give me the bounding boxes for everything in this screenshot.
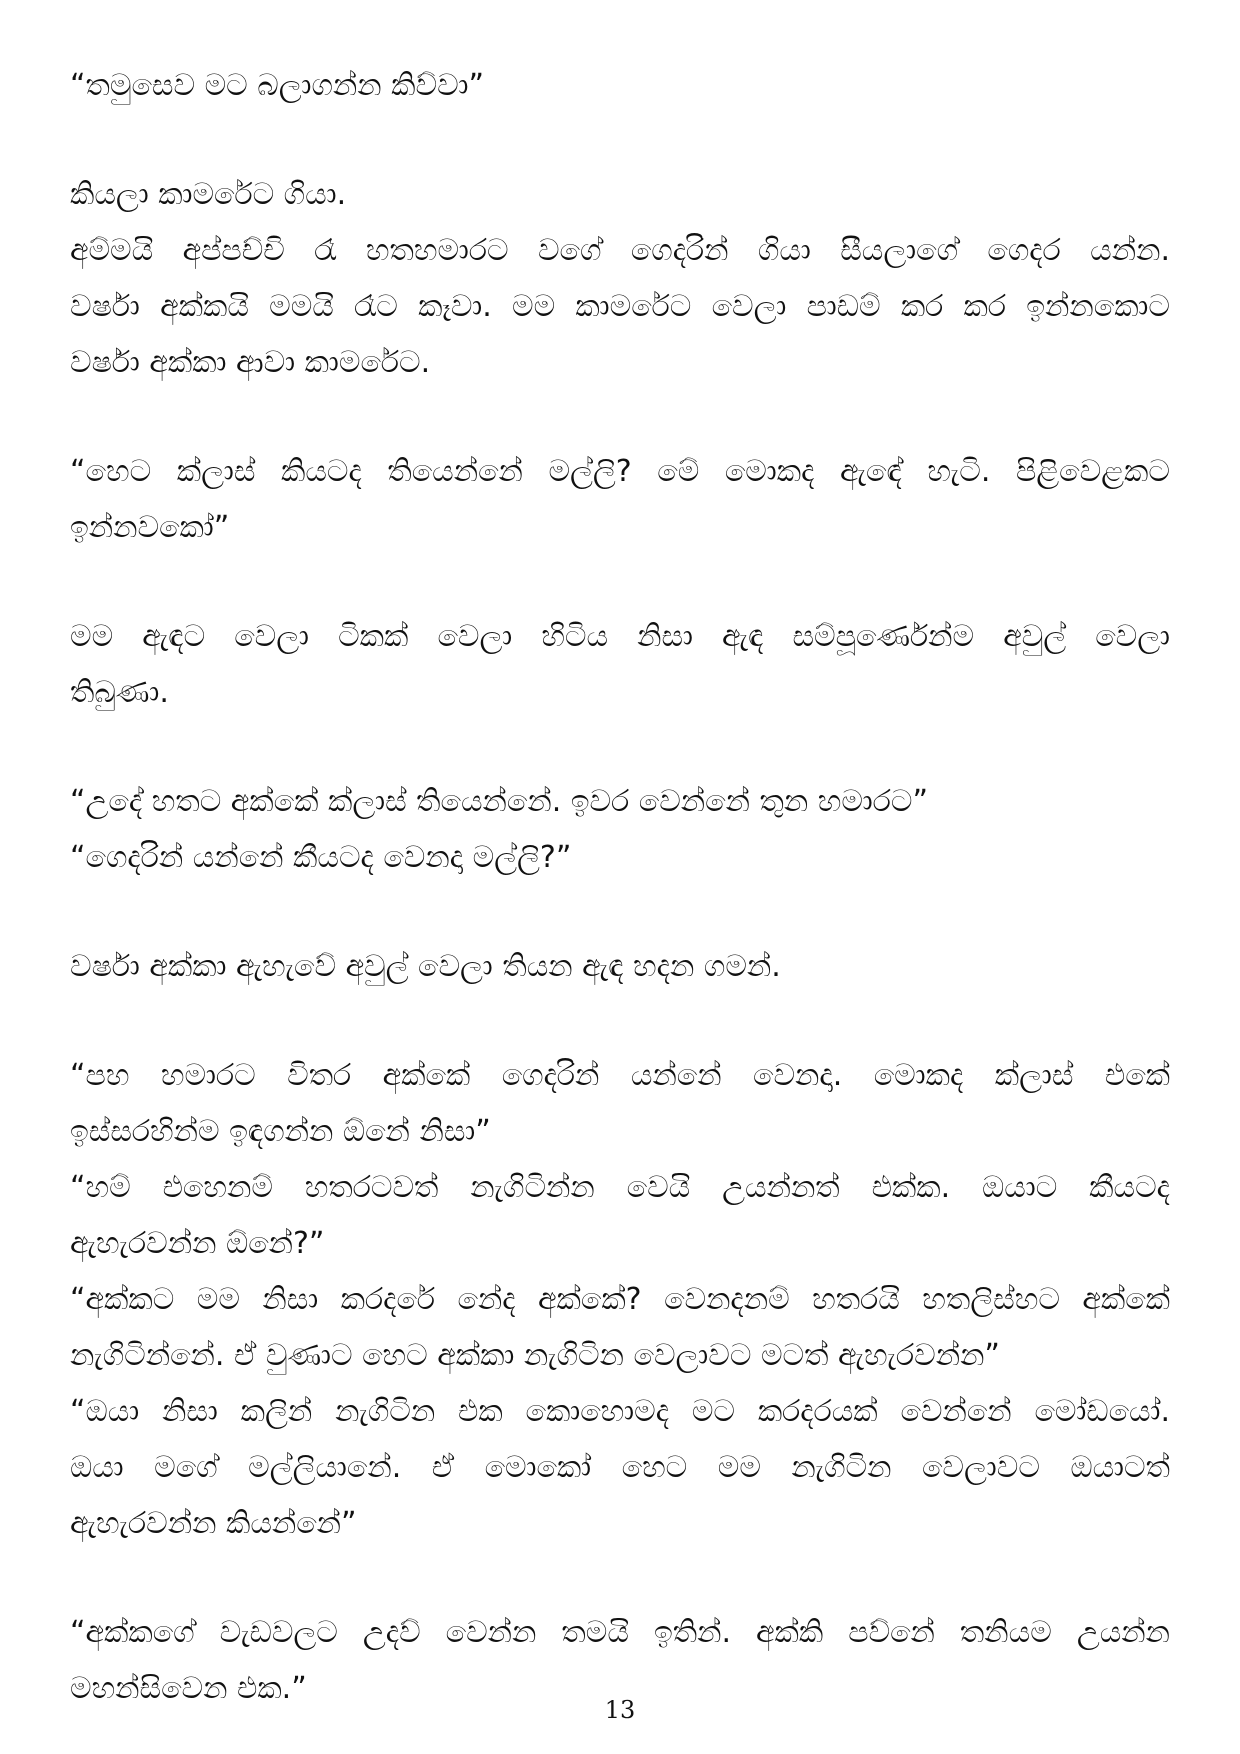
text-line: “පහ හමාරට විතර අක්කේ ගෙදරින් යන්නේ වෙනදා. මොකද ක්ලාස් එකේ [70,1058,1170,1093]
text-line: වර්ෂා අක්කා ආවා කාමරේට. [70,345,431,380]
paragraph-gap [70,391,1170,444]
paragraph-gap [70,1552,1170,1605]
text-line: “උදේ හතට අක්කේ ක්ලාස් තියෙන්නේ. ඉවර වෙන්නේ තුන හමාරට” [70,784,928,819]
text-line: “අක්කගේ වැඩවලට උදව් වෙන්න තමයි ඉතින්. අක්කි පව්නේ තනියම උයන්න [70,1615,1170,1650]
paragraph-gap [70,721,1170,774]
text-line: “ගෙදරින් යන්නේ කීයටද වෙනදා මල්ලි?” [70,840,572,875]
paragraph-gap [70,886,1170,939]
body-text [70,58,1170,1717]
text-line: ඔයා මගේ මල්ලියානේ. ඒ මොකෝ හෙට මම නැගිටින වෙලාවට ඔයාටත් [70,1450,1170,1485]
paragraph-gap [70,556,1170,609]
text-line: මම ඇඳට වෙලා ටිකක් වෙලා හිටිය නිසා ඇඳ සම්පූර්ණෙන්ම අවුල් වෙලා [70,619,1170,654]
text-line: “හෙට ක්ලාස් කියටද තියෙන්නේ මල්ලි? මේ මොකද ඇඳේ හැටි. පිළිවෙළකට [70,454,1170,489]
text-line: තිබුණා. [70,675,169,710]
text-line: “ඔයා නිසා කලින් නැගිටින එක කොහොමද මට කරදරයක් වෙන්නේ මෝඩයෝ. [70,1394,1170,1429]
text-line: ඇහැරවන්න කියන්නේ” [70,1506,357,1541]
text-line: ඉස්සරහින්ම ඉඳගන්න ඕනේ නිසා” [70,1114,491,1149]
paragraph-gap [70,995,1170,1048]
text-line: “හම් එහෙනම් හතරටවත් නැගිටින්න වෙයි උයන්නත් එක්ක. ඔයාට කීයටද [70,1170,1170,1205]
text-line: වර්ෂා අක්කා ඇහැවේ අවුල් වෙලා තියන ඇඳ හදන ගමන්. [70,949,781,984]
text-line: “තමුසෙව මට බලාගන්න කිව්වා” [70,68,485,103]
text-line: කියලා කාමරේට ගියා. [70,177,347,212]
text-line: මහන්සිවෙන එක.” [70,1671,307,1706]
text-line: නැගිටින්නේ. ඒ වුණාට හෙට අක්කා නැගිටින වෙලාවට මටත් ඇහැරවන්න” [70,1338,1000,1373]
text-line: අම්මයි අප්පච්චි රෑ හතහමාරට වගේ ගෙදරින් ගියා සීයලාගේ ගෙදර යන්න. [70,233,1170,268]
text-line: “අක්කට මම නිසා කරදරේ නේද අක්කේ? වෙනදනම් හතරයි හතලිස්හට අක්කේ [70,1282,1170,1317]
text-line: ඇහැරවන්න ඕනේ?” [70,1226,325,1261]
page-number: 13 [604,1696,636,1724]
paragraph-gap [70,114,1170,167]
text-line: වර්ෂා අක්කයි මමයි රෑට කෑවා. මම කාමරේට වෙලා පාඩම් කර කර ඉන්නකොට [70,289,1170,324]
text-line: ඉන්නවකෝ” [70,510,230,545]
